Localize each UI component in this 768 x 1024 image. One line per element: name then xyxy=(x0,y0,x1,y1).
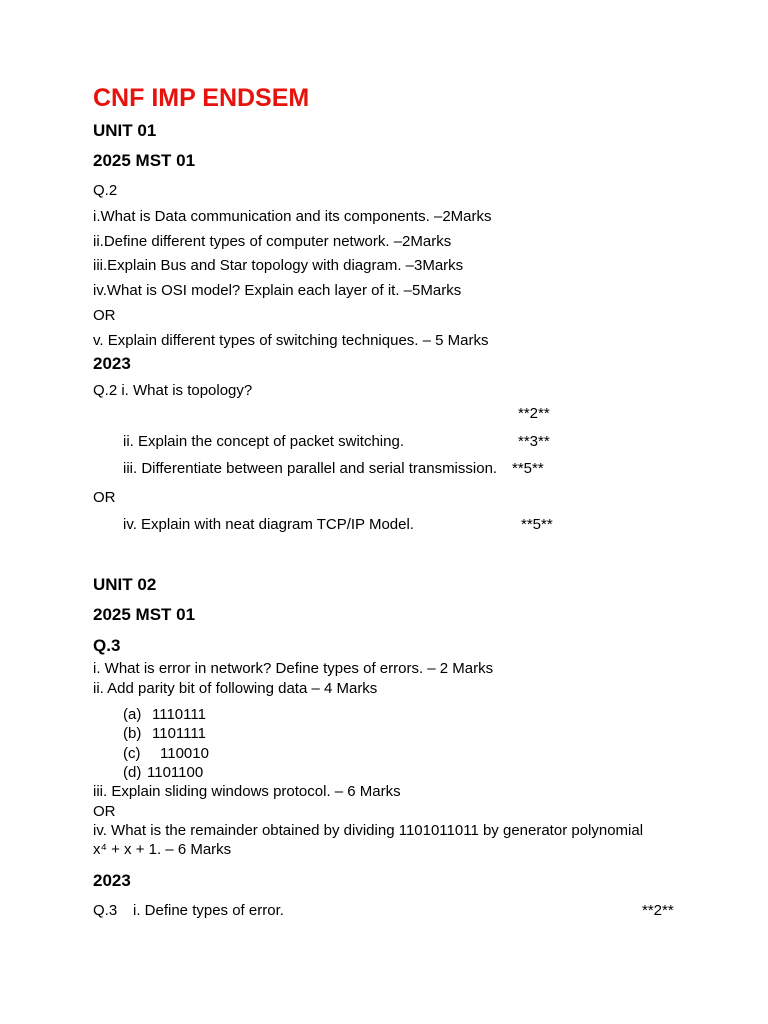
marks-label: **5** xyxy=(512,460,544,477)
parity-option-value: 110010 xyxy=(160,745,209,762)
question-item: iv.What is OSI model? Explain each layer of it. –5Marks xyxy=(93,282,462,299)
marks-label: **2** xyxy=(642,902,674,919)
parity-option-value: 1110111 xyxy=(152,706,206,723)
question-item: i.What is Data communication and its components. –2Marks xyxy=(93,208,492,225)
or-label: OR xyxy=(93,489,116,506)
question-item: i. What is error in network? Define types of errors. – 2 Marks xyxy=(93,660,494,677)
unit-02-2023-heading: 2023 xyxy=(93,871,131,890)
question-item: iii. Differentiate between parallel and serial transmission. xyxy=(123,460,498,477)
question-number: Q.3 xyxy=(93,636,121,655)
unit-02-mst-heading: 2025 MST 01 xyxy=(93,605,196,624)
question-item: ii. Explain the concept of packet switching. xyxy=(123,433,404,450)
question-number: Q.2 xyxy=(93,182,118,199)
parity-option-value: 1101100 xyxy=(147,764,204,781)
question-item: ii.Define different types of computer network. –2Marks xyxy=(93,233,452,250)
parity-option-label: (d) xyxy=(123,764,142,781)
question-number: Q.3 xyxy=(93,902,118,919)
question-item: ii. Add parity bit of following data – 4 Marks xyxy=(93,680,378,697)
question-item: iv. What is the remainder obtained by dividing 1101011011 by generator polynomial xyxy=(93,822,644,839)
question-item: iii.Explain Bus and Star topology with diagram. –3Marks xyxy=(93,257,464,274)
parity-option-label: (c) xyxy=(123,745,141,762)
marks-label: **3** xyxy=(518,433,550,450)
question-item: iii. Explain sliding windows protocol. – 6 Marks xyxy=(93,783,401,800)
or-label: OR xyxy=(93,307,116,324)
marks-label: **2** xyxy=(518,405,550,422)
or-label: OR xyxy=(93,803,116,820)
parity-option-label: (a) xyxy=(123,706,142,723)
parity-option-value: 1101111 xyxy=(152,725,206,742)
question-item: v. Explain different types of switching techniques. – 5 Marks xyxy=(93,332,489,349)
unit-01-mst-heading: 2025 MST 01 xyxy=(93,151,196,170)
unit-02-heading: UNIT 02 xyxy=(93,575,157,594)
document-title: CNF IMP ENDSEM xyxy=(93,84,310,112)
unit-01-2023-heading: 2023 xyxy=(93,354,131,373)
parity-option-label: (b) xyxy=(123,725,142,742)
question-item: iv. Explain with neat diagram TCP/IP Model. xyxy=(123,516,414,533)
question-item: Q.2 i. What is topology? xyxy=(93,382,253,399)
question-item-continued: x⁴ + x + 1. – 6 Marks xyxy=(93,841,232,858)
unit-01-heading: UNIT 01 xyxy=(93,121,157,140)
question-item: i. Define types of error. xyxy=(133,902,284,919)
marks-label: **5** xyxy=(521,516,553,533)
